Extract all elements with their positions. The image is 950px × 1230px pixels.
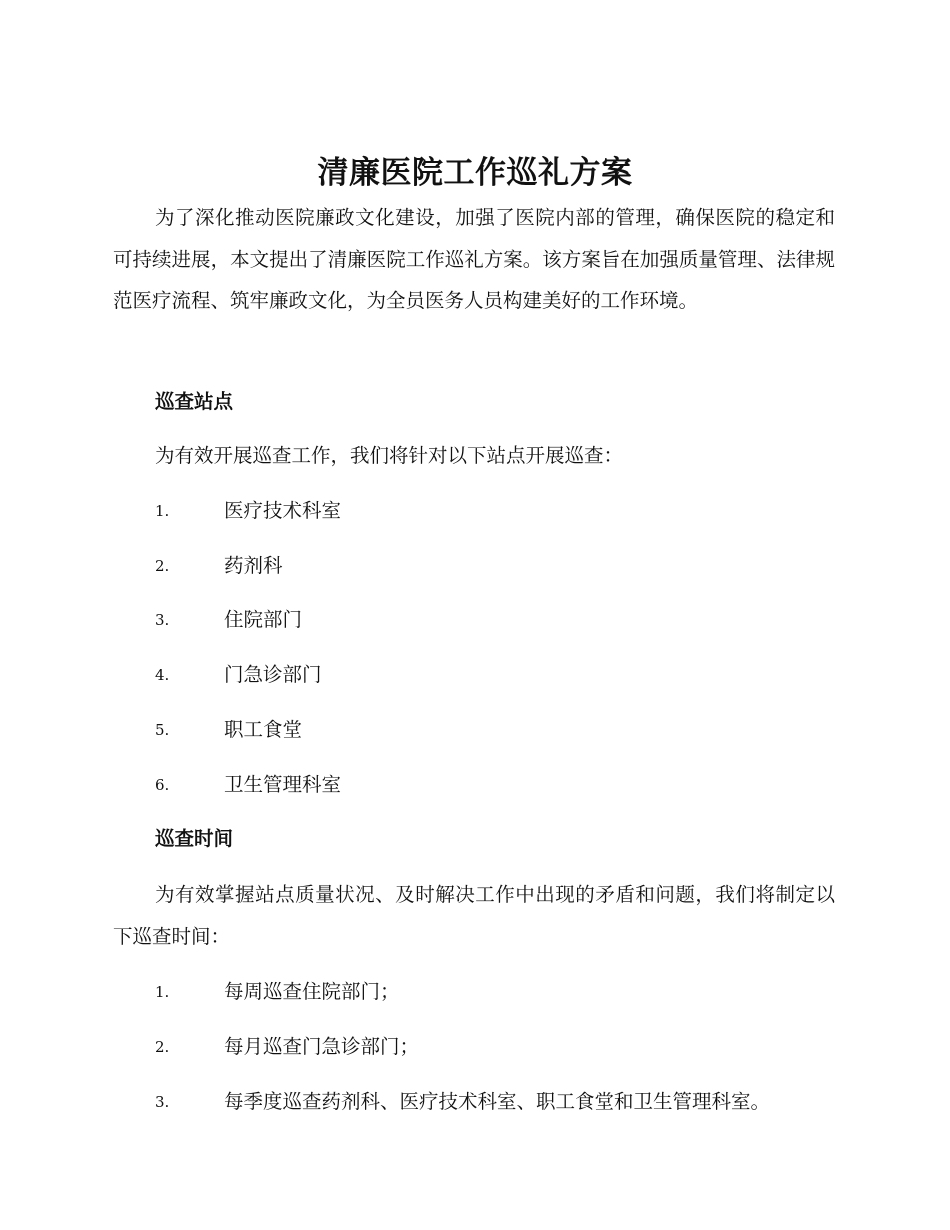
list-item-text: 每周巡查住院部门；: [224, 980, 400, 1003]
section-heading-schedule: 巡查时间: [155, 827, 234, 850]
list-item-number: 1.: [155, 502, 170, 520]
list-item-number: 2.: [155, 557, 170, 575]
section-intro-schedule: 为有效掌握站点质量状况、及时解决工作中出现的矛盾和问题，我们将制定以下巡查时间：: [113, 883, 835, 948]
list-item-text: 每季度巡查药剂科、医疗技术科室、职工食堂和卫生管理科室。: [224, 1090, 771, 1113]
list-item-text: 职工食堂: [224, 718, 303, 741]
list-item-text: 住院部门: [224, 608, 303, 631]
list-item-number: 5.: [155, 721, 170, 739]
list-item-number: 1.: [155, 983, 170, 1001]
intro-paragraph: 为了深化推动医院廉政文化建设，加强了医院内部的管理，确保医院的稳定和可持续进展，本文提出了清廉医院工作巡礼方案。该方案旨在加强质量管理、法律规范医疗流程、筑牢廉政文化，为全员医务人员构建美好的工作环境。: [113, 206, 835, 312]
list-item-number: 3.: [155, 611, 170, 629]
list-item-number: 2.: [155, 1038, 170, 1056]
section-intro-stations: 为有效开展巡查工作，我们将针对以下站点开展巡查：: [155, 444, 624, 467]
list-item-text: 门急诊部门: [224, 663, 322, 686]
list-item-number: 4.: [155, 666, 170, 684]
section-heading-stations: 巡查站点: [155, 390, 234, 413]
list-item-text: 医疗技术科室: [224, 499, 342, 522]
list-item-text: 每月巡查门急诊部门；: [224, 1035, 420, 1058]
list-item-text: 卫生管理科室: [224, 773, 342, 796]
list-item-number: 3.: [155, 1093, 170, 1111]
document-title: 清廉医院工作巡礼方案: [317, 155, 633, 191]
list-item-number: 6.: [155, 776, 170, 794]
list-item-text: 药剂科: [224, 554, 283, 577]
